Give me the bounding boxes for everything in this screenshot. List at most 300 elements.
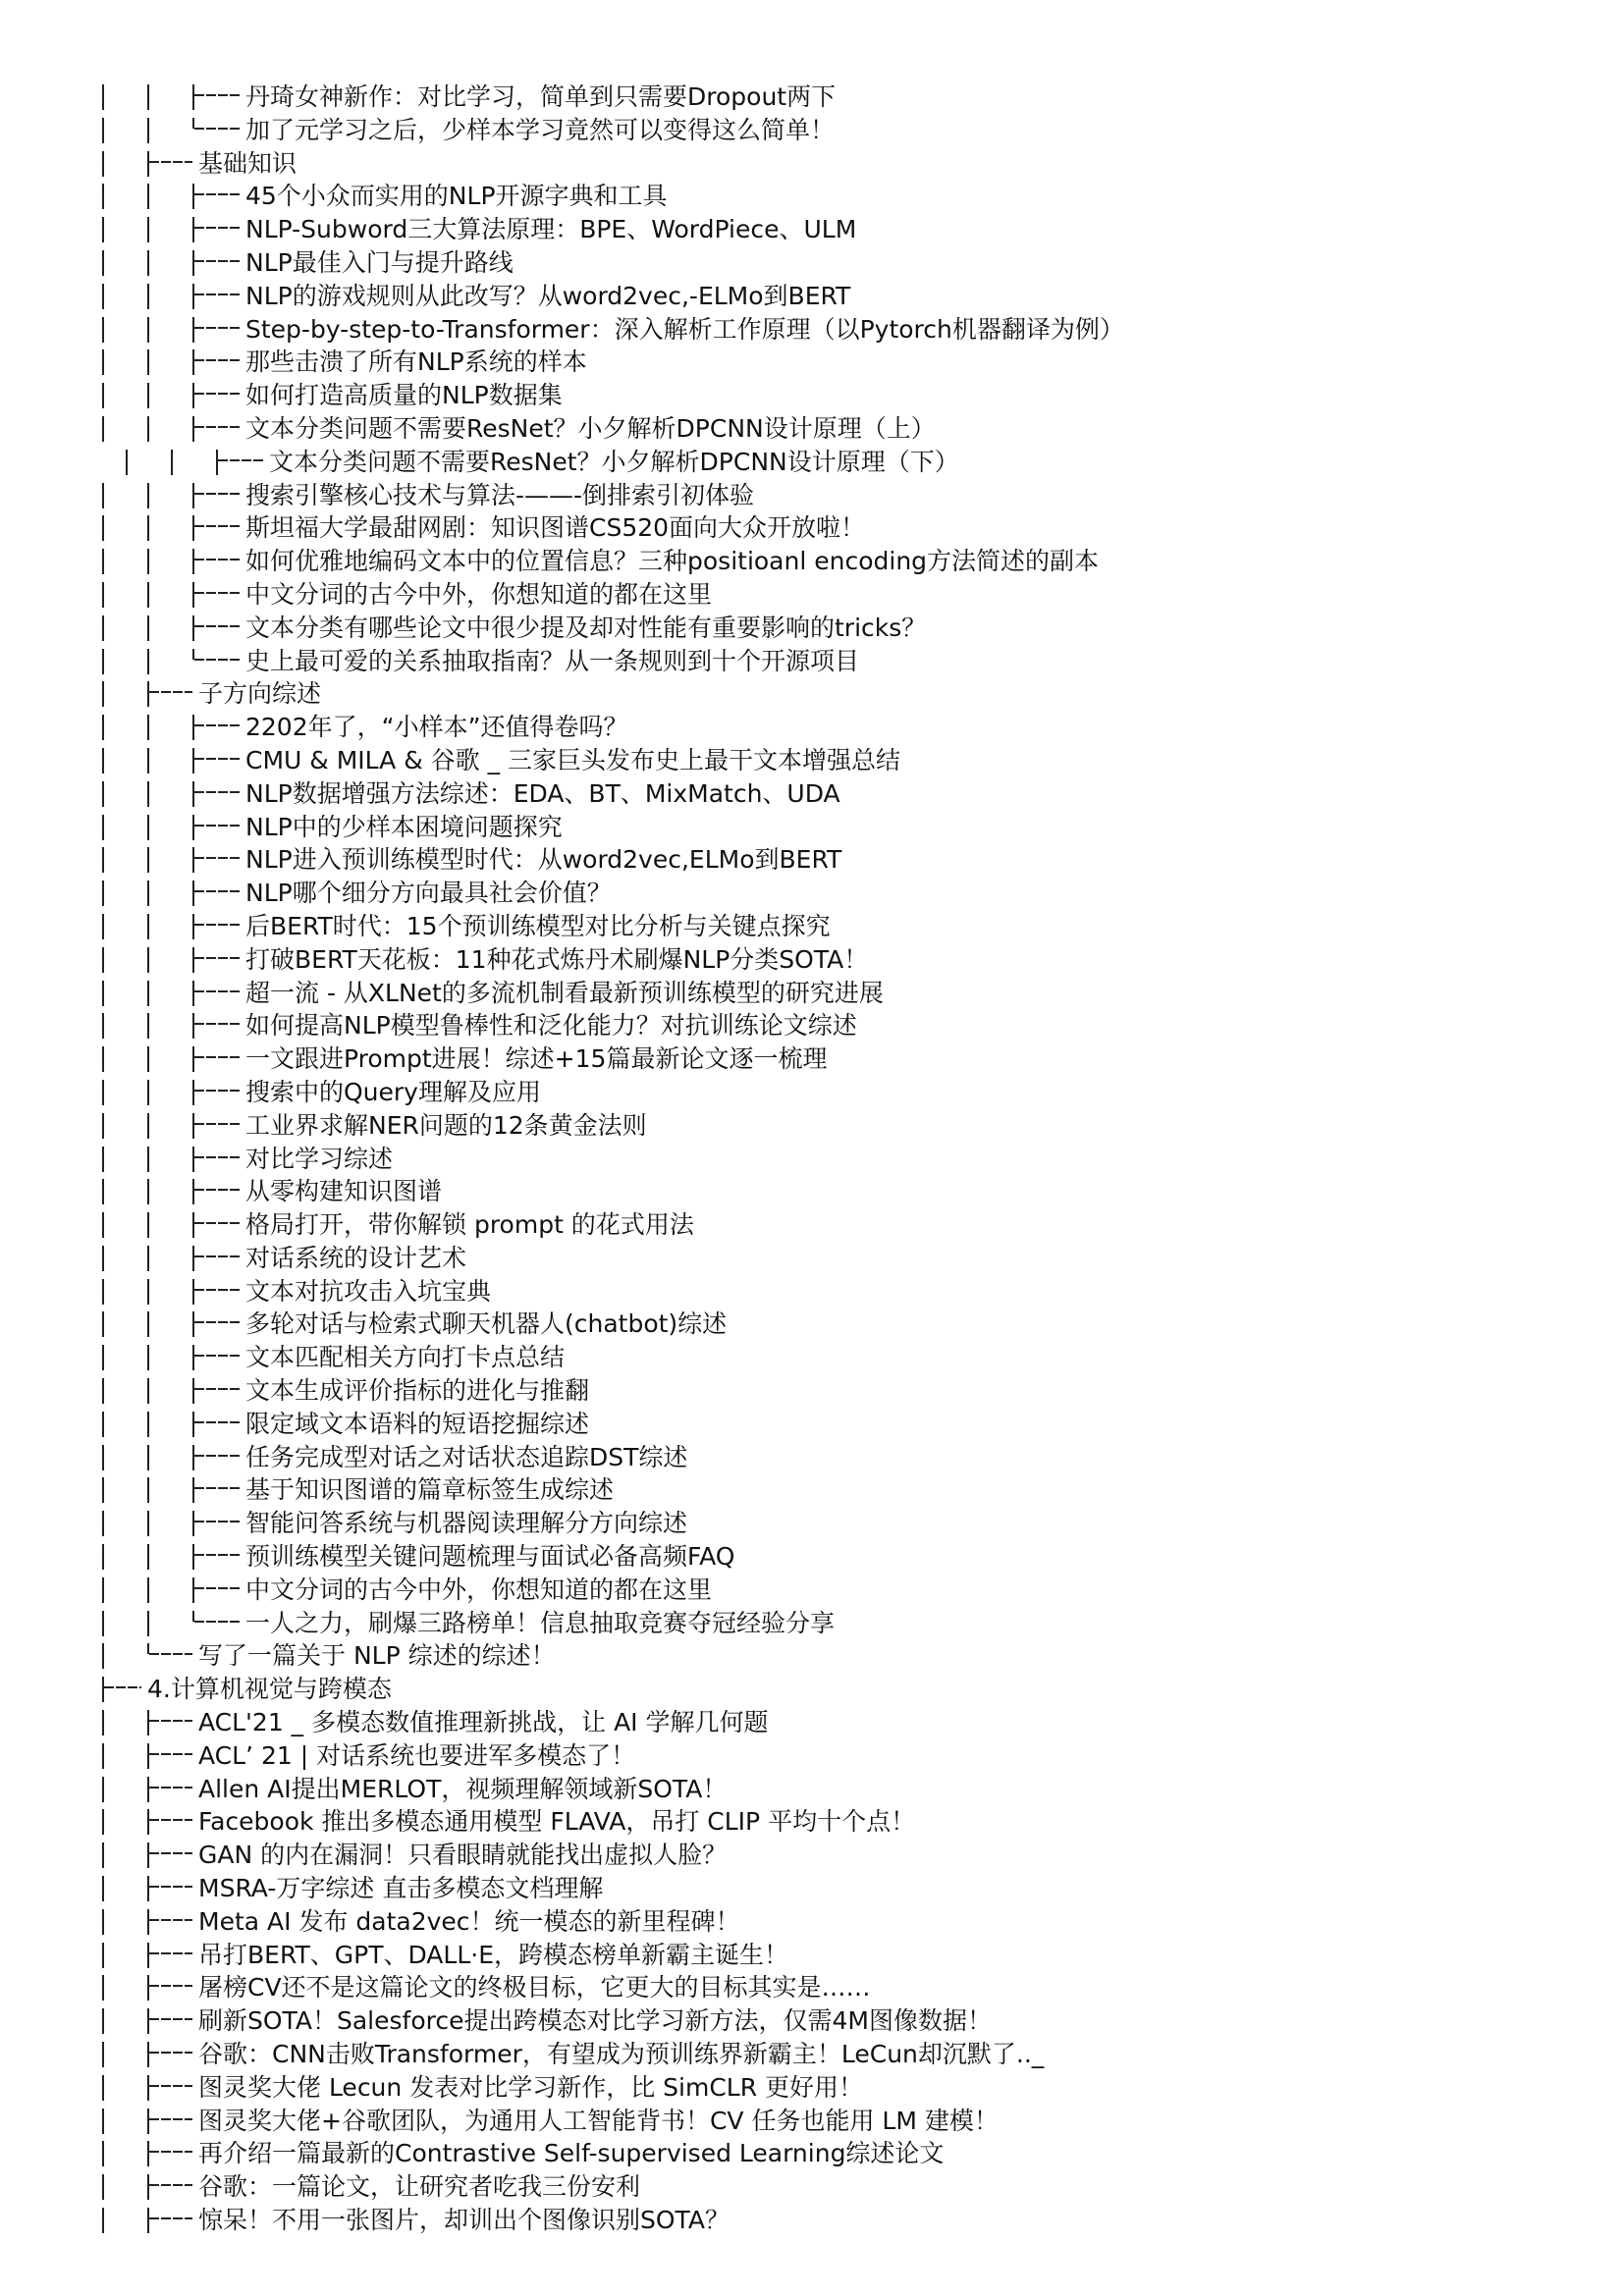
tree-guide-bar: [147, 1311, 149, 1337]
tree-guide-bar: [147, 250, 149, 276]
tree-branch-dash: [194, 1321, 240, 1323]
tree-branch-dash: [194, 1421, 240, 1423]
tree-item-text: 再介绍一篇最新的Contrastive Self-supervised Learning综述论文: [198, 2139, 945, 2168]
tree-branch-connector: [192, 1246, 194, 1271]
tree-item-text: 45个小众而实用的NLP开源字典和工具: [245, 182, 668, 211]
tree-branch-connector: [192, 781, 194, 807]
tree-guide-bar: [102, 1046, 104, 1072]
tree-branch-dash: [194, 1189, 240, 1191]
tree-item-text: 吊打BERT、GPT、DALL·E，跨模态榜单新霸主诞生！: [198, 1940, 789, 1969]
tree-branch-dash: [149, 2217, 192, 2219]
tree-guide-bar: [147, 483, 149, 508]
tree-branch-connector: [192, 815, 194, 840]
tree-line: [0, 1706, 1623, 1739]
tree-branch-connector: [192, 748, 194, 774]
tree-line: [0, 1971, 1623, 2004]
tree-line: [0, 246, 1623, 280]
tree-item-text: 搜索中的Query理解及应用: [245, 1077, 541, 1106]
tree-item-text: 任务完成型对话之对话状态追踪DST综述: [245, 1442, 688, 1471]
tree-branch-connector: [192, 1080, 194, 1105]
tree-guide-bar: [102, 1842, 104, 1868]
tree-guide-bar: [102, 2174, 104, 2200]
tree-line: [0, 744, 1623, 777]
tree-item-text: 图灵奖大佬 Lecun 发表对比学习新作，比 SimCLR 更好用！: [198, 2072, 864, 2102]
tree-branch-connector: [147, 1975, 149, 2001]
tree-guide-bar: [102, 250, 104, 276]
tree-branch-connector: [192, 847, 194, 873]
tree-line: [0, 2071, 1623, 2105]
tree-line: [0, 943, 1623, 977]
tree-branch-dash: [194, 1289, 240, 1291]
tree-branch-dash: [149, 2085, 192, 2087]
tree-item-text: 基础知识: [198, 148, 298, 178]
tree-branch-connector: [192, 317, 194, 343]
tree-item-text: 工业界求解NER问题的12条黄金法则: [245, 1110, 647, 1140]
tree-branch-dash: [194, 493, 240, 495]
tree-line: [0, 313, 1623, 347]
tree-line: [0, 80, 1623, 114]
tree-line: [0, 1805, 1623, 1839]
tree-branch-connector: [147, 1777, 149, 1802]
tree-line: [0, 1242, 1623, 1275]
tree-guide-bar: [147, 118, 149, 143]
tree-guide-bar: [102, 2042, 104, 2067]
tree-line: [0, 1308, 1623, 1341]
tree-branch-connector: [192, 184, 194, 209]
tree-guide-bar: [102, 2109, 104, 2134]
tree-item-text: 对比学习综述: [245, 1144, 394, 1173]
tree-line: [0, 446, 1623, 479]
tree-guide-bar: [147, 1445, 149, 1470]
tree-item-text: MSRA-万字综述 直击多模态文档理解: [198, 1874, 604, 1903]
tree-guide-bar: [147, 615, 149, 641]
tree-branch-connector: [147, 1943, 149, 1968]
tree-branch-dash: [194, 625, 240, 627]
tree-branch-dash: [194, 890, 240, 892]
tree-branch-dash: [194, 359, 240, 361]
tree-guide-bar: [102, 184, 104, 209]
tree-branch-connector: [147, 1809, 149, 1835]
tree-item-text: 丹琦女神新作：对比学习，简单到只需要Dropout两下: [245, 82, 837, 111]
tree-branch-dash: [104, 1686, 141, 1688]
tree-branch-dash: [194, 758, 240, 760]
tree-branch-connector: [192, 1577, 194, 1603]
tree-item-text: 文本分类有哪些论文中很少提及却对性能有重要影响的tricks？: [245, 613, 927, 642]
tree-item-text: 文本对抗攻击入坑宝典: [245, 1276, 492, 1306]
tree-guide-bar: [102, 118, 104, 143]
tree-line: [0, 1076, 1623, 1109]
tree-guide-bar: [102, 1345, 104, 1370]
tree-line: [0, 2004, 1623, 2038]
tree-branch-connector: [192, 84, 194, 110]
tree-branch-dash: [149, 2118, 192, 2120]
tree-branch-dash: [194, 957, 240, 959]
tree-branch-dash: [194, 1455, 240, 1457]
tree-item-text: 基于知识图谱的篇章标签生成综述: [245, 1475, 615, 1505]
tree-line: [0, 213, 1623, 246]
tree-branch-connector: [192, 715, 194, 740]
tree-branch-dash: [194, 592, 240, 594]
tree-line: [0, 1773, 1623, 1806]
tree-guide-bar: [102, 416, 104, 442]
tree-branch-connector: [192, 1345, 194, 1370]
tree-guide-bar: [147, 881, 149, 906]
tree-line: [0, 977, 1623, 1010]
tree-guide-bar: [102, 1643, 104, 1669]
tree-guide-bar: [102, 1311, 104, 1337]
tree-branch-dash: [149, 1653, 192, 1655]
tree-branch-connector: [147, 2208, 149, 2233]
tree-branch-dash: [149, 1753, 192, 1755]
tree-item-text: ACL'21 _ 多模态数值推理新挑战，让 AI 学解几何题: [198, 1708, 769, 1737]
tree-branch-dash: [194, 1487, 240, 1489]
tree-branch-dash: [149, 2184, 192, 2186]
tree-guide-bar: [102, 483, 104, 508]
tree-item-text: NLP进入预训练模型时代：从word2vec,ELMo到BERT: [245, 845, 842, 875]
tree-branch-connector: [192, 1544, 194, 1570]
tree-line: [0, 612, 1623, 645]
tree-guide-bar: [102, 1212, 104, 1238]
tree-line: [0, 711, 1623, 744]
tree-guide-bar: [102, 1975, 104, 2001]
tree-branch-connector: [192, 1378, 194, 1404]
tree-branch-dash: [194, 1255, 240, 1257]
tree-guide-bar: [102, 2141, 104, 2166]
tree-branch-connector: [102, 1677, 104, 1702]
tree-guide-bar: [102, 1147, 104, 1172]
tree-branch-connector: [192, 515, 194, 541]
tree-line: [0, 2170, 1623, 2204]
tree-branch-connector: [147, 681, 149, 707]
tree-item-text: 如何打造高质量的NLP数据集: [245, 381, 563, 410]
tree-line: [0, 1009, 1623, 1042]
tree-line: [0, 545, 1623, 578]
tree-branch-dash: [194, 857, 240, 859]
tree-guide-bar: [102, 815, 104, 840]
tree-item-text: NLP中的少样本困境问题探究: [245, 812, 563, 841]
tree-guide-bar: [147, 1345, 149, 1370]
tree-branch-connector: [147, 2174, 149, 2200]
tree-branch-connector: [192, 1179, 194, 1204]
tree-line: [0, 280, 1623, 313]
tree-guide-bar: [147, 582, 149, 608]
tree-item-text: NLP的游戏规则从此改写？从word2vec,-ELMo到BERT: [245, 281, 851, 310]
tree-guide-bar: [126, 450, 128, 475]
tree-item-text: 4.计算机视觉与跨模态: [147, 1675, 392, 1704]
tree-item-text: 屠榜CV还不是这篇论文的终极目标，它更大的目标其实是……: [198, 1973, 871, 2002]
tree-item-text: 斯坦福大学最甜网剧：知识图谱CS520面向大众开放啦！: [245, 513, 866, 543]
tree-line: [0, 511, 1623, 545]
tree-item-text: 谷歌：CNN击败Transformer，有望成为预训练界新霸主！LeCun却沉默了.._: [198, 2040, 1045, 2069]
tree-line: [0, 1574, 1623, 1607]
tree-guide-bar: [147, 947, 149, 973]
tree-item-text: 后BERT时代：15个预训练模型对比分析与关键点探究: [245, 911, 831, 940]
tree-branch-connector: [192, 1046, 194, 1072]
tree-guide-bar: [102, 1909, 104, 1935]
tree-branch-dash: [194, 1521, 240, 1522]
tree-guide-bar: [102, 284, 104, 309]
tree-line: [0, 1473, 1623, 1507]
tree-line: [0, 346, 1623, 379]
tree-item-text: 预训练模型关键问题梳理与面试必备高频FAQ: [245, 1542, 735, 1572]
tree-branch-dash: [194, 227, 240, 229]
tree-line: [0, 2137, 1623, 2170]
tree-branch-dash: [194, 1056, 240, 1058]
tree-branch-connector: [147, 1842, 149, 1868]
tree-guide-bar: [102, 847, 104, 873]
tree-branch-connector: [192, 1212, 194, 1238]
tree-guide-bar: [147, 1279, 149, 1305]
tree-branch-dash: [194, 825, 240, 827]
tree-line: [0, 1839, 1623, 1872]
tree-line: [0, 1441, 1623, 1474]
tree-guide-bar: [147, 715, 149, 740]
tree-item-text: 文本分类问题不需要ResNet？小夕解析DPCNN设计原理（下）: [269, 447, 959, 476]
tree-branch-dash: [149, 2052, 192, 2054]
tree-branch-dash: [194, 1621, 240, 1623]
tree-guide-bar: [102, 1412, 104, 1437]
tree-branch-connector: [192, 981, 194, 1006]
tree-item-text: NLP-Subword三大算法原理：BPE、WordPiece、ULM: [245, 215, 857, 244]
tree-guide-bar: [102, 1378, 104, 1404]
tree-branch-connector: [192, 881, 194, 906]
tree-guide-bar: [147, 748, 149, 774]
tree-guide-bar: [102, 715, 104, 740]
tree-line: [0, 147, 1623, 181]
tree-branch-connector: [192, 1511, 194, 1536]
tree-line: [0, 910, 1623, 943]
tree-item-text: NLP哪个细分方向最具社会价值？: [245, 879, 612, 908]
tree-line: [0, 1143, 1623, 1176]
tree-item-text: 那些击溃了所有NLP系统的样本: [245, 347, 587, 377]
tree-item-text: 如何提高NLP模型鲁棒性和泛化能力？对抗训练论文综述: [245, 1011, 857, 1041]
tree-guide-bar: [102, 1477, 104, 1503]
tree-guide-bar: [147, 317, 149, 343]
tree-guide-bar: [147, 981, 149, 1006]
tree-guide-bar: [171, 450, 173, 475]
tree-item-text: 加了元学习之后，少样本学习竟然可以变得这么简单！: [245, 115, 836, 144]
tree-item-text: 一人之力，刷爆三路榜单！信息抽取竞赛夺冠经验分享: [245, 1608, 836, 1637]
tree-branch-dash: [194, 1554, 240, 1556]
tree-item-text: CMU & MILA & 谷歌 _ 三家巨头发布史上最干文本增强总结: [245, 745, 901, 774]
tree-branch-connector: [216, 450, 218, 475]
tree-guide-bar: [102, 1809, 104, 1835]
tree-branch-dash: [149, 1919, 192, 1921]
tree-item-text: 格局打开，带你解锁 prompt 的花式用法: [245, 1210, 694, 1240]
tree-guide-bar: [147, 1080, 149, 1105]
tree-branch-dash: [149, 691, 192, 693]
tree-branch-dash: [194, 1388, 240, 1390]
tree-item-text: 多轮对话与检索式聊天机器人(chatbot)综述: [245, 1309, 728, 1339]
tree-branch-connector: [192, 1113, 194, 1139]
tree-item-text: 2202年了，“小样本”还值得卷吗？: [245, 713, 628, 742]
tree-line: [0, 1341, 1623, 1374]
tree-branch-connector: [192, 1279, 194, 1305]
tree-branch-connector: [147, 151, 149, 177]
tree-branch-connector: [192, 217, 194, 242]
tree-branch-connector: [192, 250, 194, 276]
tree-guide-bar: [102, 1710, 104, 1735]
tree-line: [0, 877, 1623, 910]
tree-item-text: 惊呆！不用一张图片，却训出个图像识别SOTA？: [198, 2206, 730, 2234]
tree-branch-dash: [149, 1819, 192, 1821]
tree-item-text: NLP最佳入门与提升路线: [245, 247, 514, 277]
tree-item-text: 文本匹配相关方向打卡点总结: [245, 1343, 566, 1372]
tree-item-text: 史上最可爱的关系抽取指南？从一条规则到十个开源项目: [245, 646, 860, 675]
tree-item-text: Step-by-step-to-Transformer：深入解析工作原理（以Pytorch机器翻译为例）: [245, 314, 1124, 344]
tree-guide-bar: [147, 649, 149, 674]
tree-line: [0, 1175, 1623, 1208]
tree-guide-bar: [102, 1743, 104, 1769]
tree-item-text: 打破BERT天花板：11种花式炼丹术刷爆NLP分类SOTA！: [245, 944, 869, 974]
tree-branch-dash: [194, 1156, 240, 1158]
tree-branch-dash: [149, 1985, 192, 1987]
tree-guide-bar: [147, 515, 149, 541]
tree-branch-connector: [192, 416, 194, 442]
tree-guide-bar: [102, 1445, 104, 1470]
tree-guide-bar: [102, 1611, 104, 1636]
tree-line: [0, 1208, 1623, 1242]
tree-item-text: 从零构建知识图谱: [245, 1177, 443, 1206]
tree-branch-dash: [194, 1123, 240, 1125]
tree-branch-dash: [194, 791, 240, 793]
tree-guide-bar: [147, 284, 149, 309]
tree-branch-connector: [192, 1013, 194, 1039]
tree-guide-bar: [147, 184, 149, 209]
tree-guide-bar: [102, 582, 104, 608]
tree-line: [0, 1905, 1623, 1939]
tree-line: [0, 1042, 1623, 1076]
tree-guide-bar: [102, 2008, 104, 2034]
tree-branch-dash: [149, 161, 192, 163]
tree-item-text: 智能问答系统与机器阅读理解分方向综述: [245, 1509, 688, 1538]
tree-guide-bar: [102, 1179, 104, 1204]
tree-guide-bar: [147, 1577, 149, 1603]
tree-guide-bar: [147, 914, 149, 939]
tree-guide-bar: [102, 2208, 104, 2233]
tree-line: [0, 412, 1623, 446]
tree-guide-bar: [102, 1577, 104, 1603]
tree-item-text: GAN 的内在漏洞！只看眼睛就能找出虚拟人脸？: [198, 1841, 728, 1870]
tree-line: [0, 2105, 1623, 2138]
tree-item-text: Meta AI 发布 data2vec！统一模态的新里程碑！: [198, 1906, 740, 1936]
tree-line: [0, 2204, 1623, 2237]
tree-item-text: 图灵奖大佬+谷歌团队，为通用人工智能背书！CV 任务也能用 LM 建模！: [198, 2106, 999, 2135]
tree-branch-dash: [194, 94, 240, 96]
tree-branch-dash: [194, 1222, 240, 1224]
tree-branch-dash: [194, 1355, 240, 1357]
tree-guide-bar: [147, 217, 149, 242]
tree-line: [0, 777, 1623, 811]
tree-guide-bar: [147, 84, 149, 110]
tree-branch-connector: [147, 2109, 149, 2134]
tree-guide-bar: [102, 947, 104, 973]
tree-guide-bar: [147, 549, 149, 574]
tree-guide-bar: [102, 317, 104, 343]
tree-branch-dash: [194, 426, 240, 428]
tree-line: [0, 1607, 1623, 1640]
tree-branch-connector: [192, 1477, 194, 1503]
tree-guide-bar: [102, 515, 104, 541]
tree-guide-bar: [102, 981, 104, 1006]
tree-line: [0, 1408, 1623, 1441]
tree-branch-connector: [192, 615, 194, 641]
tree-branch-connector: [147, 1710, 149, 1735]
tree-guide-bar: [102, 383, 104, 408]
tree-branch-dash: [149, 2018, 192, 2020]
tree-branch-dash: [194, 659, 240, 661]
tree-guide-bar: [102, 649, 104, 674]
tree-line: [0, 1872, 1623, 1905]
tree-item-text: Facebook 推出多模态通用模型 FLAVA，吊打 CLIP 平均十个点！: [198, 1807, 916, 1837]
tree-item-text: 谷歌：一篇论文，让研究者吃我三份安利: [198, 2172, 641, 2202]
tree-guide-bar: [147, 815, 149, 840]
tree-guide-bar: [147, 416, 149, 442]
tree-line: [0, 1109, 1623, 1143]
tree-branch-connector: [192, 549, 194, 574]
tree-branch-connector: [192, 914, 194, 939]
tree-branch-dash: [149, 1952, 192, 1954]
tree-guide-bar: [102, 549, 104, 574]
tree-item-text: 对话系统的设计艺术: [245, 1243, 467, 1272]
tree-item-text: 文本生成评价指标的进化与推翻: [245, 1376, 590, 1406]
tree-branch-dash: [149, 2151, 192, 2153]
tree-item-text: 子方向综述: [198, 679, 322, 709]
tree-line: [0, 843, 1623, 877]
tree-line: [0, 180, 1623, 213]
tree-branch-dash: [194, 1023, 240, 1025]
tree-guide-bar: [102, 748, 104, 774]
tree-item-text: NLP数据增强方法综述：EDA、BT、MixMatch、UDA: [245, 778, 840, 808]
tree-branch-dash: [194, 128, 240, 130]
tree-branch-dash: [194, 327, 240, 329]
tree-branch-connector: [147, 1909, 149, 1935]
tree-item-text: 超一流 - 从XLNet的多流机制看最新预训练模型的研究进展: [245, 978, 884, 1007]
tree-guide-bar: [102, 1777, 104, 1802]
document-tree: [0, 80, 1623, 2237]
tree-guide-bar: [102, 881, 104, 906]
tree-guide-bar: [102, 781, 104, 807]
tree-branch-connector: [192, 1147, 194, 1172]
tree-guide-bar: [147, 1147, 149, 1172]
tree-guide-bar: [102, 1943, 104, 1968]
tree-line: [0, 578, 1623, 612]
tree-branch-connector: [192, 1412, 194, 1437]
tree-guide-bar: [102, 84, 104, 110]
tree-item-text: 中文分词的古今中外，你想知道的都在这里: [245, 579, 713, 609]
tree-branch-dash: [194, 990, 240, 992]
tree-item-text: 写了一篇关于 NLP 综述的综述！: [198, 1641, 556, 1671]
tree-guide-bar: [102, 681, 104, 707]
tree-branch-connector: [192, 582, 194, 608]
tree-item-text: ACL’ 21 | 对话系统也要进军多模态了！: [198, 1740, 636, 1770]
tree-guide-bar: [147, 781, 149, 807]
tree-guide-bar: [102, 1511, 104, 1536]
tree-branch-dash: [194, 559, 240, 561]
tree-item-text: 文本分类问题不需要ResNet？小夕解析DPCNN设计原理（上）: [245, 413, 936, 443]
tree-line: [0, 677, 1623, 711]
tree-branch-connector: [192, 1311, 194, 1337]
tree-branch-dash: [149, 1852, 192, 1854]
tree-branch-connector: [147, 1743, 149, 1769]
tree-branch-connector: [147, 2042, 149, 2067]
tree-line: [0, 1939, 1623, 1972]
tree-guide-bar: [147, 1477, 149, 1503]
tree-guide-bar: [102, 349, 104, 375]
tree-guide-bar: [102, 2075, 104, 2101]
tree-branch-connector: [192, 284, 194, 309]
tree-guide-bar: [102, 1876, 104, 1901]
